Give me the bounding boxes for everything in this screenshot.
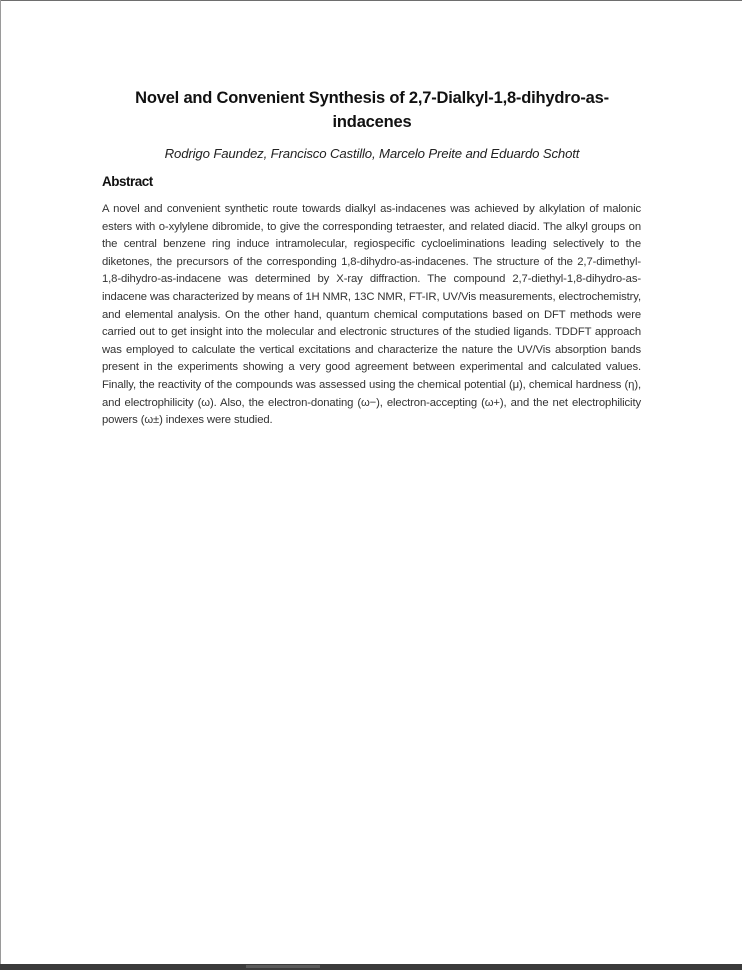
page-top-border xyxy=(0,0,742,1)
abstract-heading: Abstract xyxy=(102,174,153,189)
paper-title: Novel and Convenient Synthesis of 2,7-Dialkyl-1,8-dihydro-as-indacenes xyxy=(135,89,609,131)
horizontal-scrollbar[interactable] xyxy=(0,964,742,970)
abstract-text: A novel and convenient synthetic route towards dialkyl as-indacenes was achieved by alkylation of malonic esters with o-xylylene dibromide, to give the corresponding tetraester, and related diacid. The alkyl groups on the central benzene ring induce intramolecular, regiospecific cycloeliminations leading selectively to the diketones, the precursors of the corresponding 1,8-dihydro-as-indacenes. The structure of the 2,7-dimethyl-1,8-dihydro-as-indacene was determined by X-ray diffraction. The compound 2,7-diethyl-1,8-dihydro-as-indacene was characterized by means of 1H NMR, 13C NMR, FT-IR, UV/Vis measurements, electrochemistry, and elemental analysis. On the other hand, quantum chemical computations based on DFT methods were carried out to get insight into the molecular and electronic structures of the studied ligands. TDDFT approach was employed to calculate the vertical excitations and characterize the nature the UV/Vis absorption bands present in the experiments showing a very good agreement between experimental and calculated values. Finally, the reactivity of the compounds was assessed using the chemical potential (μ), chemical hardness (η), and electrophilicity (ω). Also, the electron-donating (ω−), electron-accepting (ω+), and the net electrophilicity powers (ω±) indexes were studied. xyxy=(102,203,641,427)
scrollbar-thumb[interactable] xyxy=(246,965,320,968)
page-left-border xyxy=(0,0,1,964)
paper-authors: Rodrigo Faundez, Francisco Castillo, Marcelo Preite and Eduardo Schott xyxy=(164,146,580,161)
